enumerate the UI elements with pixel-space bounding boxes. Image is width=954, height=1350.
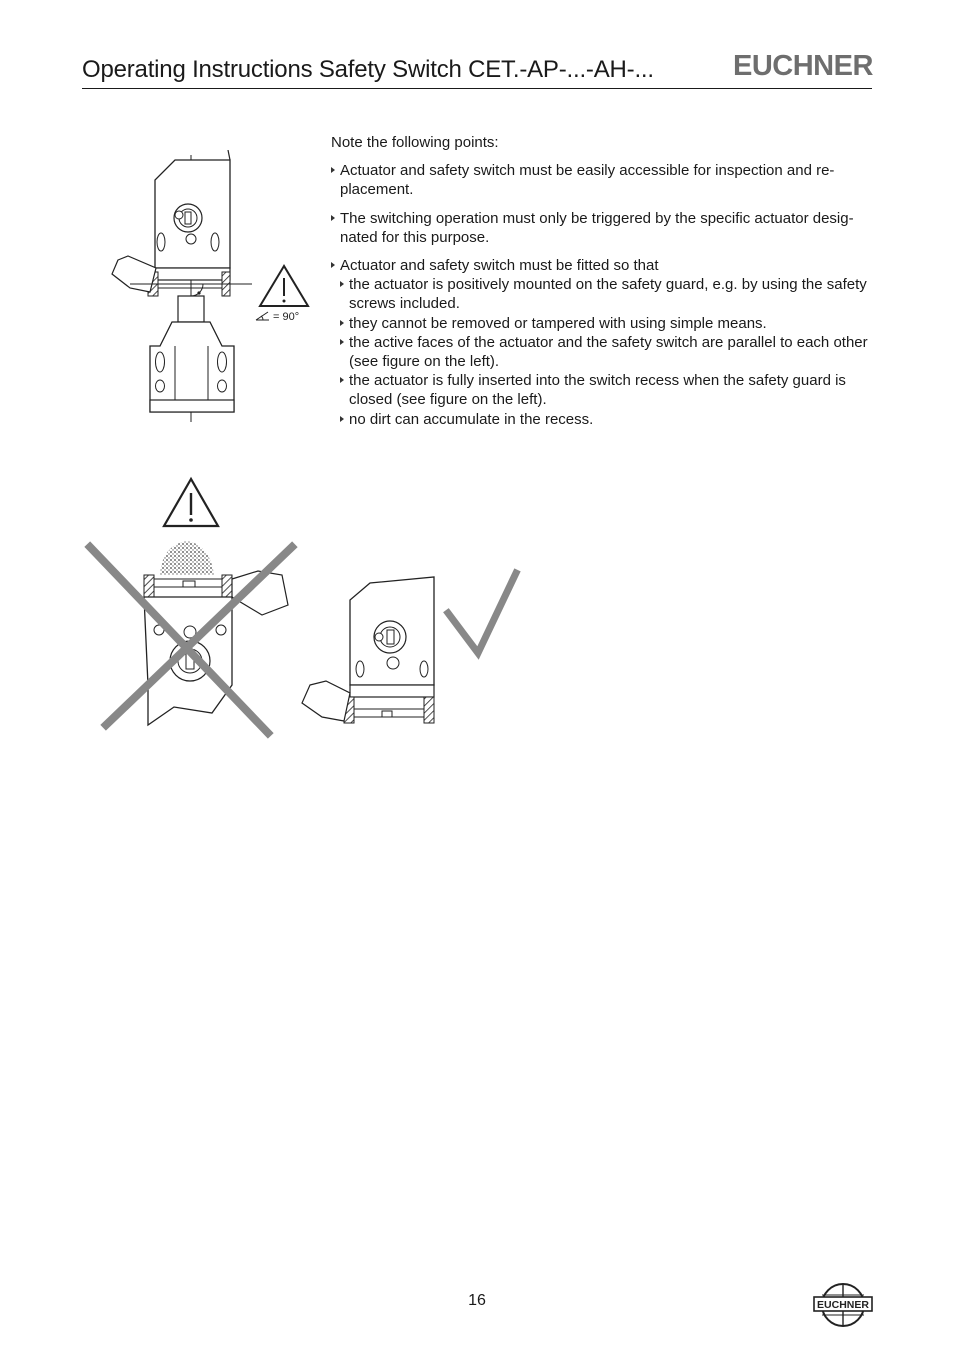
sub-bullet-text: the actuator is fully inserted into the switch recess when the safety guard is closed (see figure on the left). (349, 372, 846, 409)
sub-bullet-item (331, 410, 871, 429)
bullet-arrow-icon (340, 339, 344, 345)
intro-text: Note the following points: (331, 134, 499, 151)
bullet-text: Actuator and safety switch must be easily accessible for inspection and re-placement. (340, 162, 835, 199)
sub-bullet-item (331, 333, 871, 371)
seal-text: EUCHNER (817, 1299, 869, 1311)
header-rule (82, 88, 872, 89)
bullet-arrow-icon (340, 281, 344, 287)
bullet-arrow-icon (331, 167, 335, 173)
check-mark-icon (448, 573, 516, 653)
bullet-item (331, 256, 871, 275)
warning-triangle-icon (260, 266, 308, 306)
bullet-arrow-icon (340, 416, 344, 422)
euchner-seal-logo (812, 1280, 874, 1330)
mounting-figure (100, 150, 320, 430)
bullet-item (331, 161, 871, 199)
sub-bullet-text: the active faces of the actuator and the safety switch are parallel to each other (see figure on the left). (349, 333, 868, 371)
sub-bullet-item (331, 314, 871, 333)
bullet-arrow-icon (340, 377, 344, 383)
page-title: Operating Instructions Safety Switch CET.-AP-...-AH-... (82, 56, 654, 83)
sub-bullet-item (331, 371, 871, 409)
dirt-pile (160, 541, 214, 575)
sub-bullet-item (331, 275, 871, 313)
sub-bullet-text: no dirt can accumulate in the recess. (349, 410, 594, 428)
bullet-item (331, 209, 871, 247)
angle-label: = 90° (273, 311, 300, 323)
bullet-arrow-icon (340, 320, 344, 326)
bullet-text: The switching operation must only be triggered by the specific actuator desig-nated for this purpose. (340, 209, 854, 246)
angle-icon (256, 312, 269, 320)
incorrect-mounting-figure (82, 535, 302, 740)
sub-bullet-text: they cannot be removed or tampered with using simple means. (349, 314, 767, 332)
sub-bullet-text: the actuator is positively mounted on the safety guard, e.g. by using the safety screws included. (349, 276, 867, 313)
page-number: 16 (468, 1292, 486, 1309)
brand-logo: EUCHNER (733, 50, 873, 82)
correct-mounting-figure (296, 565, 526, 735)
bullet-arrow-icon (331, 215, 335, 221)
instructions-text (331, 133, 871, 429)
warning-triangle-icon (160, 475, 222, 530)
bullet-text: Actuator and safety switch must be fitted so that (340, 257, 659, 275)
bullet-arrow-icon (331, 262, 335, 268)
